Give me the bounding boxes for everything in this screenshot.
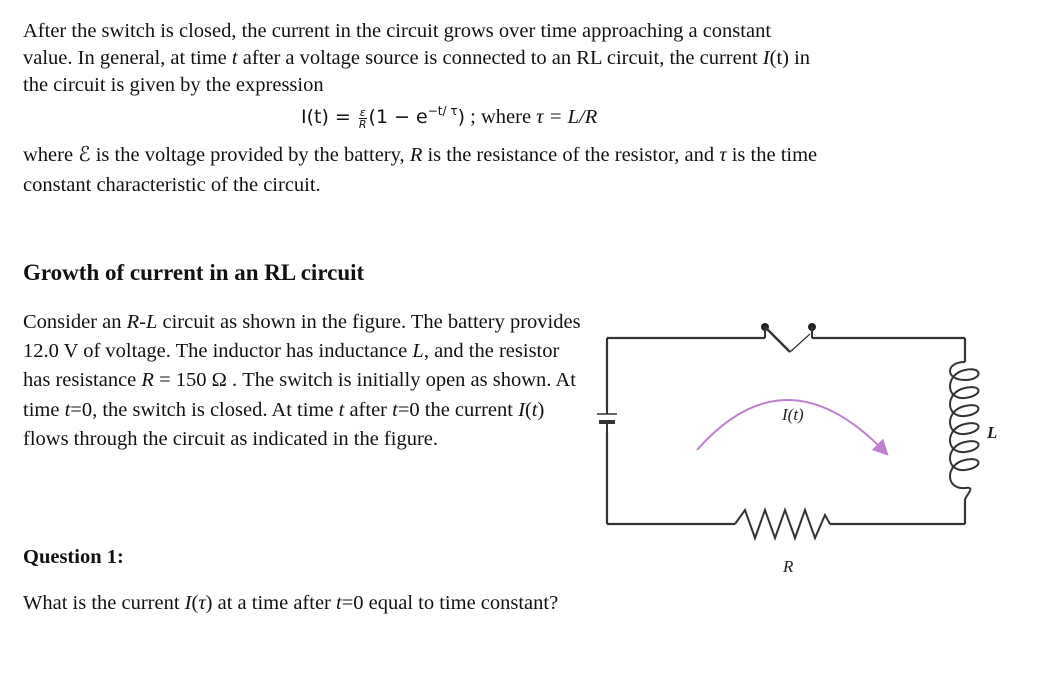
where-paragraph bbox=[23, 140, 983, 200]
fraction-denominator: R bbox=[358, 117, 367, 131]
question-label: Question 1: bbox=[23, 546, 124, 568]
inductor-icon bbox=[950, 362, 979, 500]
problem-text: circuit as shown in the figure. The battery provides 12.0 V of voltage. The inductor has inductance bbox=[23, 311, 581, 363]
var-tau: τ bbox=[536, 105, 544, 128]
fraction-numerator: ε bbox=[359, 105, 366, 119]
problem-paragraph bbox=[23, 308, 583, 454]
formula-exponent: −t/ τ bbox=[427, 104, 458, 118]
intro-text: in bbox=[788, 47, 811, 69]
var-t: t bbox=[338, 398, 345, 421]
problem-text: = 150 Ω . The switch is initially open as shown. At time bbox=[23, 369, 576, 421]
problem-text: =0 the current bbox=[397, 398, 519, 421]
rl-circuit-diagram bbox=[585, 310, 1005, 585]
inductor-label: L bbox=[987, 423, 998, 442]
emf-over-r-fraction bbox=[359, 107, 367, 130]
var-R: R bbox=[409, 144, 423, 166]
var-tau: τ bbox=[719, 144, 727, 166]
var-t: t bbox=[64, 398, 71, 421]
var-L: L bbox=[412, 340, 424, 363]
where-text: is the time bbox=[726, 144, 818, 166]
problem-text: Consider an bbox=[23, 311, 127, 333]
problem-text: ( bbox=[524, 398, 532, 421]
intro-line-3: the circuit is given by the expression bbox=[23, 74, 324, 96]
problem-text: =0, the switch is closed. At time bbox=[70, 398, 339, 421]
problem-text: , and the resistor has resistance bbox=[23, 340, 560, 392]
question-fragment: ( bbox=[191, 592, 199, 614]
var-t: t bbox=[392, 398, 398, 421]
section-heading: Growth of current in an RL circuit bbox=[23, 260, 365, 285]
question-fragment: ) at a time after bbox=[205, 592, 336, 614]
where-line-2: constant characteristic of the circuit. bbox=[23, 174, 321, 196]
where-text: where ℰ is the voltage provided by the battery, bbox=[23, 144, 410, 166]
var-I: I bbox=[184, 592, 192, 614]
switch-icon bbox=[761, 323, 816, 352]
question-fragment: =0 equal to time constant? bbox=[341, 592, 559, 614]
var-t: t bbox=[231, 47, 238, 69]
current-formula bbox=[301, 104, 597, 130]
question-text bbox=[23, 592, 558, 615]
intro-text: after a voltage source is connected to an RL circuit, the current bbox=[237, 47, 763, 69]
var-RL: R-L bbox=[126, 311, 158, 333]
formula-close: ) bbox=[457, 105, 466, 128]
resistor-icon bbox=[735, 510, 830, 538]
var-I: I bbox=[518, 398, 525, 421]
intro-line-1: After the switch is closed, the current in the circuit grows over time approaching a constant bbox=[23, 20, 772, 42]
var-I: I bbox=[762, 47, 770, 69]
intro-text: value. In general, at time bbox=[23, 47, 232, 69]
intro-text: (t) bbox=[769, 47, 789, 69]
tau-definition: = L/R bbox=[543, 105, 598, 128]
circuit-wires bbox=[607, 338, 965, 524]
problem-text: after bbox=[344, 398, 393, 421]
formula-lhs: I(t) = bbox=[301, 105, 357, 128]
var-R: R bbox=[141, 369, 154, 392]
formula-rhs: (1 − e bbox=[368, 105, 428, 128]
problem-text: ) flows through the circuit as indicated in the figure. bbox=[23, 398, 545, 450]
formula-separator: ; where bbox=[465, 105, 537, 128]
battery-icon bbox=[597, 410, 617, 432]
resistor-label: R bbox=[783, 557, 794, 576]
intro-paragraph bbox=[23, 18, 963, 99]
var-tau: τ bbox=[198, 592, 206, 614]
current-label: I(t) bbox=[782, 405, 804, 424]
where-text: is the resistance of the resistor, and bbox=[422, 144, 720, 166]
question-fragment: What is the current bbox=[23, 592, 185, 614]
var-t: t bbox=[336, 592, 342, 614]
var-t: t bbox=[531, 398, 538, 421]
